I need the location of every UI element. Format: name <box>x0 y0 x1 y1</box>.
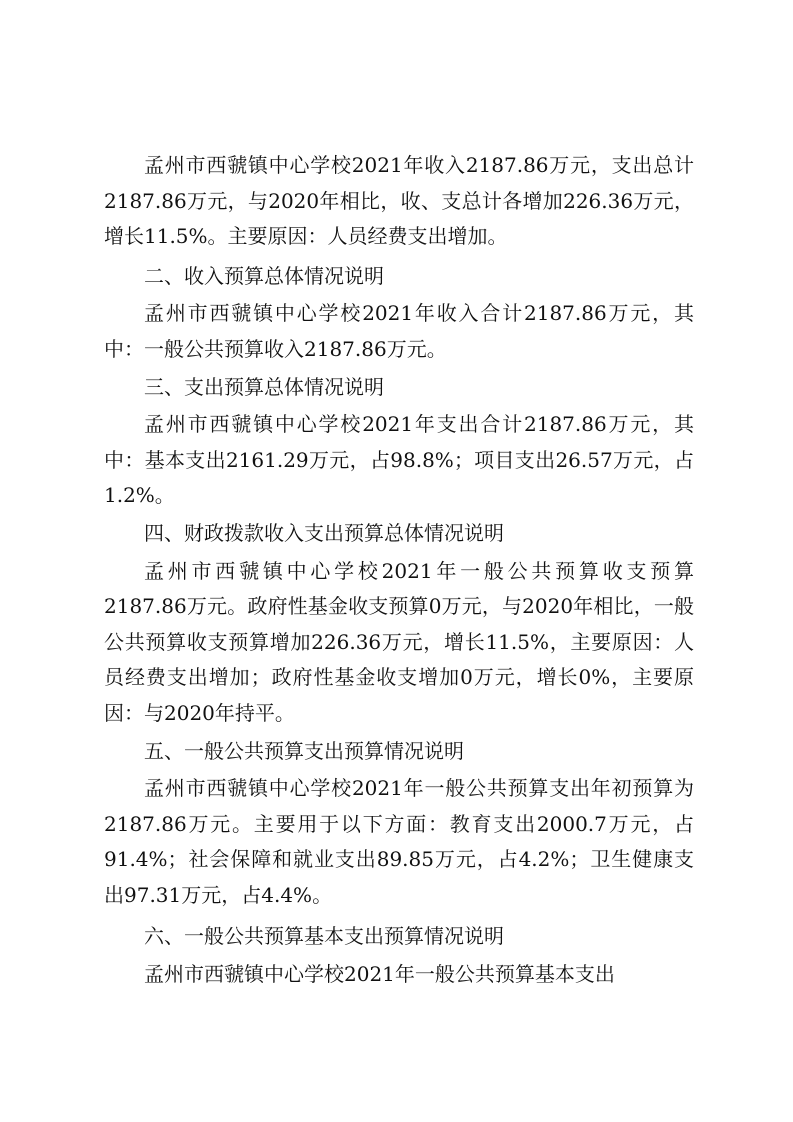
document-page <box>104 148 694 993</box>
heading-basic-expenditure: 六、一般公共预算基本支出预算情况说明 <box>144 924 504 949</box>
paragraph-fiscal-allocation: 孟州市西虢镇中心学校2021年一般公共预算收支预算2187.86万元。政府性基金收支预算0万元，与2020年相比，一般公共预算收支预算增加226.36万元，增长11.5%，主要原因：人员经费支出增加；政府性基金收支增加0万元，增长0%，主要原因：与2020年持平。 <box>104 558 694 725</box>
paragraph-income-budget: 孟州市西虢镇中心学校2021年收入合计2187.86万元，其中：一般公共预算收入2187.86万元。 <box>104 301 694 361</box>
heading-expenditure-budget: 三、支出预算总体情况说明 <box>144 374 384 399</box>
heading-income-budget: 二、收入预算总体情况说明 <box>144 263 384 288</box>
heading-fiscal-allocation: 四、财政拨款收入支出预算总体情况说明 <box>144 520 504 545</box>
paragraph-expenditure-budget: 孟州市西虢镇中心学校2021年支出合计2187.86万元，其中：基本支出2161.29万元，占98.8%；项目支出26.57万元，占1.2%。 <box>104 412 694 508</box>
paragraph-total-income: 孟州市西虢镇中心学校2021年收入2187.86万元，支出总计2187.86万元，与2020年相比，收、支总计各增加226.36万元，增长11.5%。主要原因：人员经费支出增加。 <box>104 153 694 249</box>
paragraph-basic-expenditure: 孟州市西虢镇中心学校2021年一般公共预算基本支出 <box>144 962 615 987</box>
heading-general-public-expenditure: 五、一般公共预算支出预算情况说明 <box>144 738 464 763</box>
paragraph-general-public-expenditure: 孟州市西虢镇中心学校2021年一般公共预算支出年初预算为2187.86万元。主要用于以下方面：教育支出2000.7万元，占91.4%；社会保障和就业支出89.85万元，占4.2%；卫生健康支出97.31万元，占4.4%。 <box>104 776 694 907</box>
